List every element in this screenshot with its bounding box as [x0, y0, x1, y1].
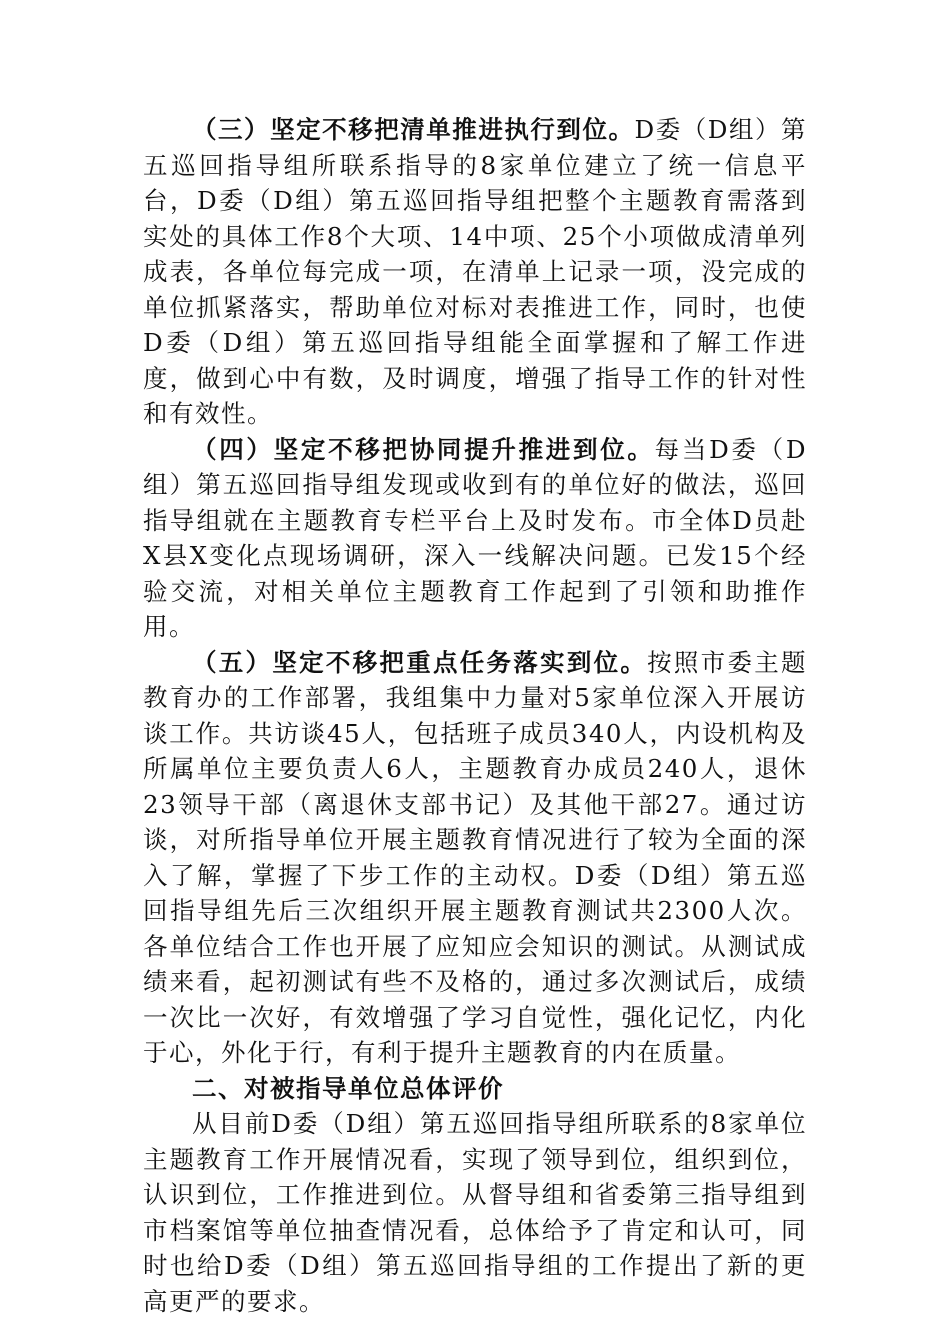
- paragraph-3: [143, 112, 807, 432]
- paragraph-4-body: 每当D委（D组）第五巡回指导组发现或收到有的单位好的做法，巡回指导组就在主题教育专栏平台上及时发布。市全体D员赴X县X变化点现场调研，深入一线解决问题。已发15个经验交流，对相关单位主题教育工作起到了引领和助推作用。: [143, 434, 807, 641]
- final-paragraph: 从目前D委（D组）第五巡回指导组所联系的8家单位主题教育工作开展情况看，实现了领导到位，组织到位，认识到位，工作推进到位。从督导组和省委第三指导组到市档案馆等单位抽查情况看，总体给予了肯定和认可，同时也给D委（D组）第五巡回指导组的工作提出了新的更高更严的要求。: [143, 1109, 807, 1316]
- paragraph-5: [143, 645, 807, 1071]
- paragraph-5-lead: （五）坚定不移把重点任务落实到位。: [192, 647, 648, 677]
- paragraph-4-lead: （四）坚定不移把协同提升推进到位。: [192, 434, 655, 464]
- paragraph-5-body: 按照市委主题教育办的工作部署，我组集中力量对5家单位深入开展访谈工作。共访谈45人，包括班子成员340人，内设机构及所属单位主要负责人6人，主题教育办成员240人，退休23领导干部（离退休支部书记）及其他干部27。通过访谈，对所指导单位开展主题教育情况进行了较为全面的深入了解，掌握了下步工作的主动权。D委（D组）第五巡回指导组先后三次组织开展主题教育测试共2300人次。各单位结合工作也开展了应知应会知识的测试。从测试成绩来看，起初测试有些不及格的，通过多次测试后，成绩一次比一次好，有效增强了学习自觉性，强化记忆，内化于心，外化于行，有利于提升主题教育的内在质量。: [143, 647, 808, 1067]
- paragraph-3-body: D委（D组）第五巡回指导组所联系指导的8家单位建立了统一信息平台，D委（D组）第五巡回指导组把整个主题教育需落到实处的具体工作8个大项、14中项、25个小项做成清单列成表，各单位每完成一项，在清单上记录一项，没完成的单位抓紧落实，帮助单位对标对表推进工作，同时，也使D委（D组）第五巡回指导组能全面掌握和了解工作进度，做到心中有数，及时调度，增强了指导工作的针对性和有效性。: [143, 115, 808, 428]
- section-heading: 二、对被指导单位总体评价: [192, 1073, 504, 1103]
- document-page: [143, 112, 807, 1319]
- paragraph-4: [143, 432, 807, 645]
- paragraph-3-lead: （三）坚定不移把清单推进执行到位。: [192, 115, 635, 144]
